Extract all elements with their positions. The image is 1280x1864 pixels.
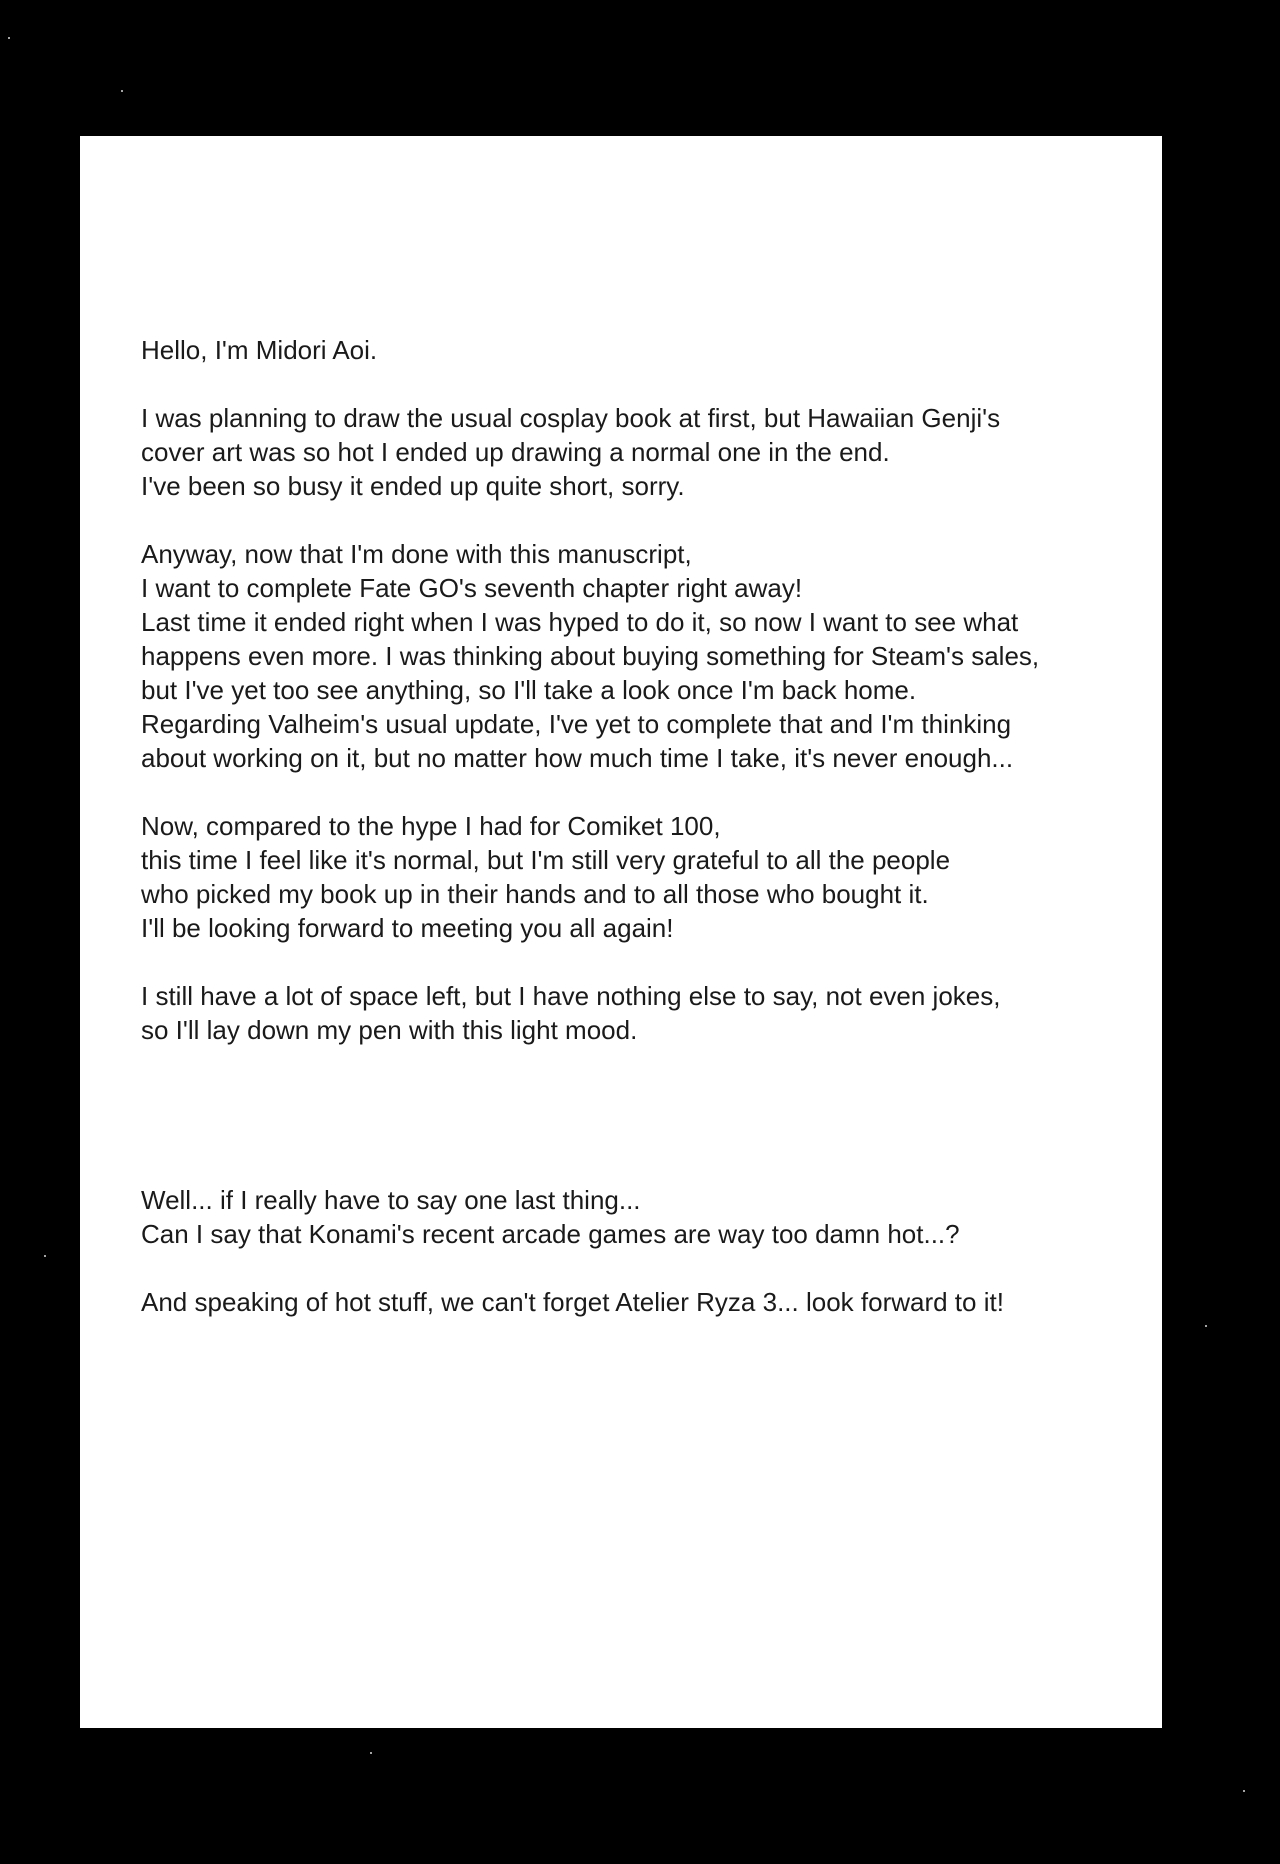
letter-page [80, 136, 1162, 1728]
text-line: Hello, I'm Midori Aoi. [141, 335, 378, 365]
text-line: I was planning to draw the usual cosplay book at first, but Hawaiian Genji's [141, 403, 1001, 433]
text-line: Regarding Valheim's usual update, I've yet to complete that and I'm thinking [141, 709, 1012, 739]
text-line: Can I say that Konami's recent arcade games are way too damn hot...? [141, 1219, 960, 1249]
paragraph-closing [141, 979, 1131, 1047]
paragraph-gratitude [141, 809, 1131, 945]
dust-speck [44, 1255, 46, 1257]
dust-speck [8, 37, 10, 39]
text-line: who picked my book up in their hands and to all those who bought it. [141, 879, 929, 909]
text-line: I've been so busy it ended up quite short, sorry. [141, 471, 685, 501]
paragraph-games-plans [141, 537, 1131, 775]
text-line: Last time it ended right when I was hyped to do it, so now I want to see what [141, 607, 1019, 637]
dust-speck [370, 1752, 372, 1754]
text-line: I still have a lot of space left, but I have nothing else to say, not even jokes, [141, 981, 1001, 1011]
afterword-text [141, 333, 1131, 1353]
blank-space [141, 1081, 1131, 1183]
text-line: happens even more. I was thinking about buying something for Steam's sales, [141, 641, 1040, 671]
text-line: And speaking of hot stuff, we can't forget Atelier Ryza 3... look forward to it! [141, 1287, 1004, 1317]
dust-speck [1205, 1325, 1207, 1327]
paragraph-atelier-ryza [141, 1285, 1131, 1319]
text-line: about working on it, but no matter how much time I take, it's never enough... [141, 743, 1014, 773]
text-line: Well... if I really have to say one last thing... [141, 1185, 641, 1215]
paragraph-greeting [141, 333, 1131, 367]
text-line: so I'll lay down my pen with this light mood. [141, 1015, 638, 1045]
paragraph-last-thing [141, 1183, 1131, 1251]
text-line: cover art was so hot I ended up drawing a normal one in the end. [141, 437, 890, 467]
dust-speck [1243, 1790, 1245, 1792]
text-line: this time I feel like it's normal, but I'm still very grateful to all the people [141, 845, 951, 875]
text-line: I want to complete Fate GO's seventh chapter right away! [141, 573, 803, 603]
text-line: Now, compared to the hype I had for Comiket 100, [141, 811, 721, 841]
text-line: Anyway, now that I'm done with this manuscript, [141, 539, 692, 569]
paragraph-book-note [141, 401, 1131, 503]
dust-speck [121, 90, 123, 92]
text-line: but I've yet too see anything, so I'll take a look once I'm back home. [141, 675, 917, 705]
text-line: I'll be looking forward to meeting you all again! [141, 913, 674, 943]
